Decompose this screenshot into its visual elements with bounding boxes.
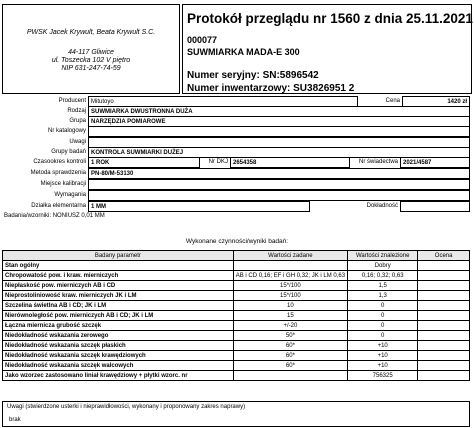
row-set: 60* <box>233 341 347 351</box>
row-param: Niepłaskość pow. mierniczych AB i CD <box>3 281 234 291</box>
row-set: 50* <box>233 331 347 341</box>
row-param: Nieprostoliniowość kraw. mierniczych JK i LM <box>3 291 234 301</box>
row-set: 15 <box>233 311 347 321</box>
row-set: 15*/100 <box>233 291 347 301</box>
table-row <box>3 281 470 291</box>
row-param: Nierównoległość pow. mierniczych AB i CD; JK i LM <box>3 311 234 321</box>
row-set: +/-20 <box>233 321 347 331</box>
grupa-value: NARZĘDZIA POMIAROWE <box>91 119 166 125</box>
dokladnosc-label: Dokładność <box>366 203 398 209</box>
cena-value: 1420 zł <box>447 99 467 105</box>
row-param: Niedokładność wskazania szczęk walcowych <box>3 361 234 371</box>
miejsce-field <box>88 179 470 190</box>
device-number: 000077 <box>187 35 218 45</box>
row-found: 0,16; 0,32; 0,63 <box>348 271 418 281</box>
row-found: 0 <box>348 321 418 331</box>
tests-caption: Wykonane czynności/wyniki badań: <box>185 238 289 245</box>
producent-value: Mitutoyo <box>91 99 114 105</box>
header-found: Wartości znalezione <box>348 251 418 261</box>
notes-value: brak <box>9 417 21 423</box>
uwagi-label: Uwagi <box>69 139 86 145</box>
row-found: 1,5 <box>348 281 418 291</box>
header-score: Ocena <box>418 251 470 261</box>
katalog-label: Nr katalogowy <box>47 128 86 134</box>
table-row <box>3 291 470 301</box>
row-found: Dobry <box>348 261 418 271</box>
row-score <box>418 331 470 341</box>
row-found: 756325 <box>348 371 418 381</box>
notes-box <box>2 401 470 427</box>
row-found: 1,3 <box>348 291 418 301</box>
row-found: +10 <box>348 341 418 351</box>
table-row <box>3 331 470 341</box>
row-param: Stan ogólny <box>3 261 234 271</box>
producent-label: Producent <box>58 98 86 104</box>
row-set: 10 <box>233 301 347 311</box>
row-param: Szczelina świetlna AB i CD; JK i LM <box>3 301 234 311</box>
header-param: Badany parametr <box>3 251 234 261</box>
swiadectwo-field <box>400 157 470 168</box>
row-score <box>418 281 470 291</box>
table-row <box>3 301 470 311</box>
row-found: 0 <box>348 311 418 321</box>
table-row <box>3 311 470 321</box>
wymagania-field <box>88 190 470 201</box>
czasookres-value: 1 ROK <box>91 160 110 166</box>
row-score <box>418 341 470 351</box>
metoda-field <box>88 168 470 179</box>
wymagania-label: Wymagania <box>54 192 86 198</box>
dzialka-label: Działka elementarna <box>31 203 86 209</box>
grupy-badan-label: Grupy badań <box>51 149 86 155</box>
protocol-title: Protokół przeglądu nr 1560 z dnia 25.11.2021 <box>187 11 473 26</box>
swiadectwo-value: 2021/4587 <box>403 160 432 166</box>
grupa-label: Grupa <box>69 118 86 124</box>
row-param: Niedokładność wskazania szczęk krawędziowych <box>3 351 234 361</box>
rodzaj-value: SUWMIARKA DWUSTRONNA DUŻA <box>91 109 193 115</box>
serial-number: Numer seryjny: SN:5896542 <box>187 70 319 81</box>
table-row <box>3 351 470 361</box>
row-score <box>418 321 470 331</box>
row-score <box>418 371 470 381</box>
row-param: Jako wzorzec zastosowano liniał krawędziowy + płytki wzorc. nr <box>3 371 234 381</box>
badania-wzorniki: Badania/wzorniki: NONIUSZ 0,01 MM <box>4 213 105 219</box>
metoda-value: PN-80/M-53130 <box>91 171 134 177</box>
row-param: Chropowatość pow. i kraw. mierniczych <box>3 271 234 281</box>
metoda-label: Metoda sprawdzenia <box>30 170 86 176</box>
table-row <box>3 321 470 331</box>
czasookres-field <box>88 157 200 168</box>
tests-header-row <box>3 251 470 261</box>
company-box <box>2 4 180 94</box>
dzialka-value: 1 MM <box>91 204 106 210</box>
header-set: Wartości zadane <box>233 251 347 261</box>
row-param: Niedokładność wskazania zerowego <box>3 331 234 341</box>
row-set: AB i CD 0,16; EF i GH 0,32; JK i LM 0,63 <box>233 271 347 281</box>
table-row <box>3 261 470 271</box>
row-score <box>418 291 470 301</box>
katalog-field <box>88 126 470 137</box>
dkj-value: 2654358 <box>233 160 257 166</box>
grupy-badan-value: KONTROLA SUWMIARKI DUŻEJ <box>91 150 184 156</box>
miejsce-label: Miejsce kalibracji <box>40 181 86 187</box>
row-score <box>418 261 470 271</box>
row-score <box>418 311 470 321</box>
dzialka-field <box>88 201 310 212</box>
notes-label: Uwagi (stwierdzone usterki i nieprawidłowości, wykonany i proponowany zakres naprawy) <box>7 404 246 410</box>
company-nip: NIP 631-247-74-59 <box>61 65 121 72</box>
dokladnosc-field <box>400 201 470 212</box>
row-set: 15*/100 <box>233 281 347 291</box>
row-set <box>233 261 347 271</box>
row-set: 60* <box>233 351 347 361</box>
row-set: 60* <box>233 361 347 371</box>
inventory-number: Numer inwentarzowy: SU3826951 2 <box>187 83 355 94</box>
protocol-box <box>182 4 472 94</box>
table-row <box>3 371 470 381</box>
czasookres-label: Czasookres kontroli <box>33 159 86 165</box>
row-found: +10 <box>348 361 418 371</box>
tests-table <box>2 250 470 381</box>
table-row <box>3 361 470 371</box>
company-name: PWSK Jacek Krywult, Beata Krywult S.C. <box>26 29 156 36</box>
row-score <box>418 361 470 371</box>
table-row <box>3 341 470 351</box>
row-score <box>418 301 470 311</box>
row-param: Łączna miernicza grubość szczęk <box>3 321 234 331</box>
rodzaj-label: Rodzaj <box>67 108 86 114</box>
device-name: SUWMIARKA MADA-E 300 <box>187 47 300 57</box>
dkj-label: Nr DKJ <box>208 159 228 165</box>
dkj-field <box>230 157 350 168</box>
company-address-city: 44-117 Gliwice <box>68 49 114 56</box>
row-found: +10 <box>348 351 418 361</box>
row-found: 0 <box>348 301 418 311</box>
cena-label: Cena <box>385 98 400 104</box>
row-set <box>233 371 347 381</box>
row-param: Niedokładność wskazania szczęk płaskich <box>3 341 234 351</box>
company-address-street: ul. Toszecka 102 V piętro <box>51 57 131 64</box>
swiadectwo-label: Nr świadectwa <box>358 159 398 165</box>
row-found: 0 <box>348 331 418 341</box>
row-score <box>418 271 470 281</box>
table-row <box>3 271 470 281</box>
row-score <box>418 351 470 361</box>
